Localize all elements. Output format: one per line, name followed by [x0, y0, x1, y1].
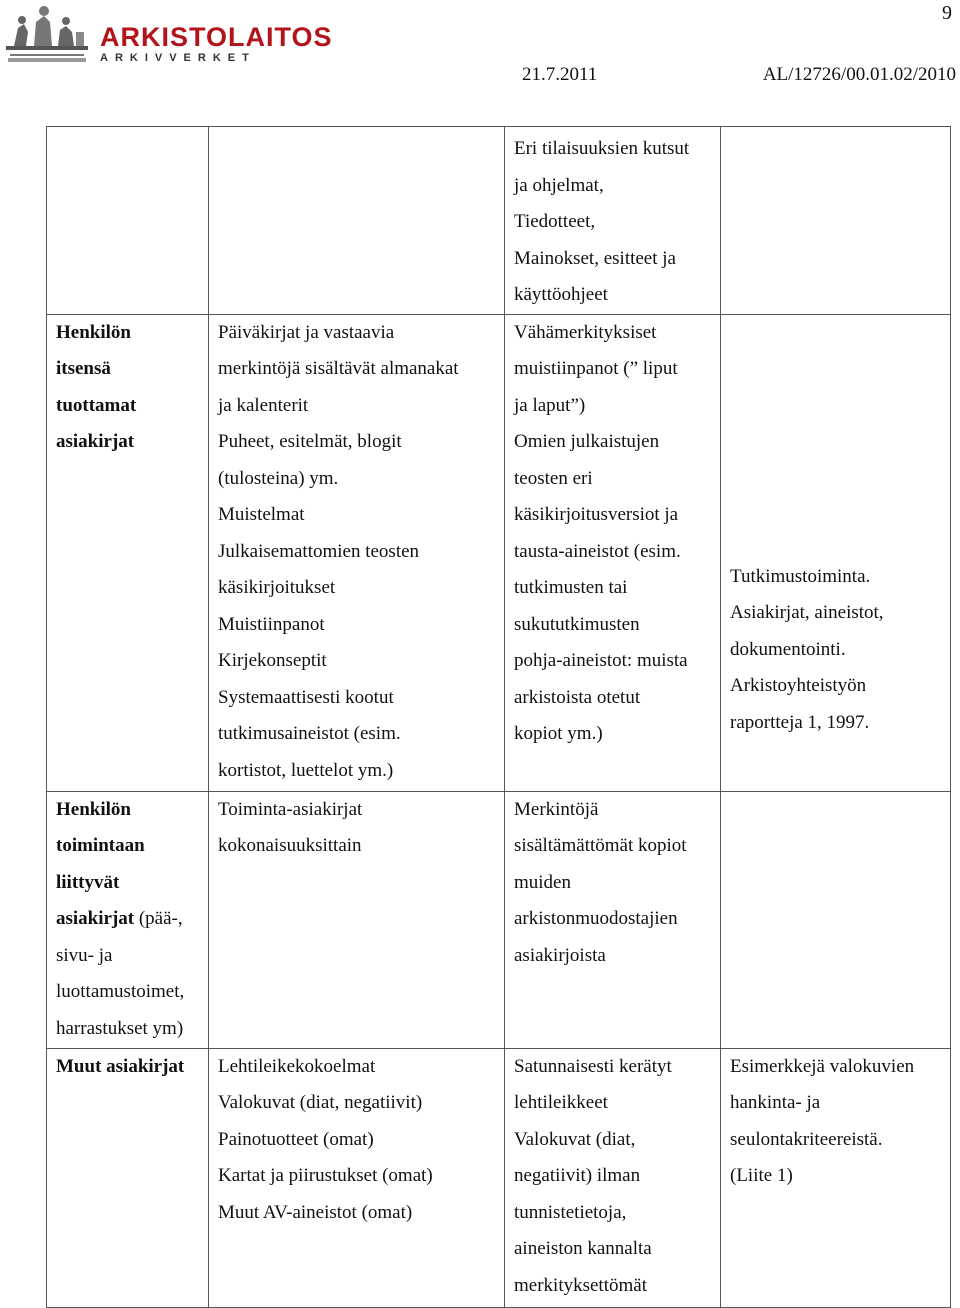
cell-r1-c2: [209, 314, 505, 791]
cell-r0-c2: [209, 127, 505, 315]
text-line: tausta-aineistot (esim.: [514, 540, 681, 562]
arkistolaitos-logo: [4, 2, 333, 64]
text-line: ja ohjelmat,: [514, 174, 604, 196]
text-line: muiden: [514, 871, 571, 893]
category-label: Henkilön: [56, 321, 131, 343]
text-line: Satunnaisesti kerätyt: [514, 1055, 672, 1077]
text-line: asiakirjoista: [514, 944, 606, 966]
text-line: Kirjekonseptit: [218, 650, 327, 671]
page-number: 9: [942, 2, 952, 24]
text-line: Valokuvat (diat, negatiivit): [218, 1092, 423, 1113]
text-line: Omien julkaistujen: [514, 431, 660, 452]
cell-r3-c1: [47, 1048, 209, 1307]
text-line: Muistelmat: [218, 504, 305, 525]
text-line: arkistoista otetut: [514, 686, 641, 708]
text-line: ja kalenterit: [218, 394, 309, 416]
text-line: arkistonmuodostajien: [514, 908, 678, 929]
text-line: harrastukset ym): [56, 1017, 184, 1039]
text-line: sivu- ja: [56, 944, 113, 966]
category-label: Henkilön: [56, 798, 131, 820]
cell-r3-c3: [505, 1048, 721, 1307]
cell-r1-c4: [721, 314, 951, 791]
text-line: lehtileikkeet: [514, 1092, 608, 1113]
text-line: seulontakriteereistä.: [730, 1128, 883, 1150]
emblem-icon: [4, 2, 90, 64]
text-line: Tiedotteet,: [514, 211, 596, 232]
cell-r3-c2: [209, 1048, 505, 1307]
cell-r2-c3: [505, 791, 721, 1048]
cell-r1-c1: [47, 314, 209, 791]
text-line: Tutkimustoiminta.: [730, 565, 871, 587]
cell-r0-c3: [505, 127, 721, 315]
cell-r0-c4: [721, 127, 951, 315]
text-line: merkityksettömät: [514, 1274, 647, 1296]
logo-subtitle: ARKIVVERKET: [100, 52, 256, 64]
cell-r2-c4: [721, 791, 951, 1048]
text-line: pohja-aineistot: muista: [514, 650, 688, 671]
text-line: hankinta- ja: [730, 1092, 821, 1113]
cell-r2-c2: [209, 791, 505, 1048]
text-line: kokonaisuuksittain: [218, 835, 362, 856]
text-line: tutkimusten tai: [514, 577, 628, 598]
text-line: käyttöohjeet: [514, 284, 608, 305]
text-line: Kartat ja piirustukset (omat): [218, 1165, 433, 1186]
table-row: [47, 127, 951, 315]
category-label: liittyvät: [56, 871, 120, 893]
category-label: itsensä: [56, 358, 111, 379]
text-line: Mainokset, esitteet ja: [514, 247, 676, 269]
text-line: sisältämättömät kopiot: [514, 835, 687, 856]
cell-r1-c3: [505, 314, 721, 791]
text-line: ja laput”): [514, 394, 586, 416]
text-line: Arkistoyhteistyön: [730, 675, 867, 696]
text-line: kortistot, luettelot ym.): [218, 759, 394, 781]
text-line: raportteja 1, 1997.: [730, 711, 870, 733]
text-line: dokumentointi.: [730, 638, 846, 660]
table-row: [47, 791, 951, 1048]
text-line: sukututkimusten: [514, 613, 640, 635]
text-line: (tulosteina) ym.: [218, 467, 339, 489]
table-row: [47, 314, 951, 791]
text-line: Painotuotteet (omat): [218, 1128, 374, 1150]
text-line: tutkimusaineistot (esim.: [218, 723, 401, 744]
text-line: aineiston kannalta: [514, 1238, 652, 1259]
cell-r2-c1: [47, 791, 209, 1048]
table-row: [47, 1048, 951, 1307]
text-line: teosten eri: [514, 467, 593, 489]
text-line: Eri tilaisuuksien kutsut: [514, 138, 690, 159]
text-line: Päiväkirjat ja vastaavia: [218, 321, 395, 343]
text-line: tunnistetietoja,: [514, 1201, 627, 1223]
text-line: käsikirjoitusversiot ja: [514, 504, 679, 525]
text-line: Merkintöjä: [514, 798, 599, 820]
text-line: Valokuvat (diat,: [514, 1128, 636, 1150]
text-line: Toiminta-asiakirjat: [218, 798, 363, 820]
document-date: 21.7.2011: [522, 64, 598, 85]
cell-r3-c4: [721, 1048, 951, 1307]
category-label: asiakirjat: [56, 431, 135, 452]
text-line: Julkaisemattomien teosten: [218, 540, 420, 562]
text-line: Vähämerkityksiset: [514, 321, 657, 343]
text-line: Puheet, esitelmät, blogit: [218, 431, 402, 452]
text-line: Lehtileikekokoelmat: [218, 1055, 376, 1077]
logo-title: ARKISTOLAITOS: [100, 22, 333, 52]
category-label: Muut asiakirjat: [56, 1055, 185, 1077]
text-line: negatiivit) ilman: [514, 1165, 641, 1186]
document-reference: AL/12726/00.01.02/2010: [762, 64, 956, 85]
category-label: toimintaan: [56, 835, 145, 856]
text-line: Esimerkkejä valokuvien: [730, 1055, 915, 1077]
text-line: Muistiinpanot: [218, 613, 325, 635]
text-line: merkintöjä sisältävät almanakat: [218, 358, 459, 379]
text-line: luottamustoimet,: [56, 981, 185, 1002]
cell-r0-c1: [47, 127, 209, 315]
text-line: Muut AV-aineistot (omat): [218, 1201, 413, 1223]
text-line: kopiot ym.): [514, 723, 603, 744]
text-line: Asiakirjat, aineistot,: [730, 602, 884, 623]
text-line: muistiinpanot (” liput: [514, 358, 678, 379]
text-line: käsikirjoitukset: [218, 577, 336, 598]
text-line: (Liite 1): [730, 1165, 793, 1186]
category-label: asiakirjat (pää-,: [56, 908, 183, 929]
records-table: [46, 126, 951, 1308]
text-line: Systemaattisesti kootut: [218, 686, 394, 708]
category-label: tuottamat: [56, 394, 137, 416]
